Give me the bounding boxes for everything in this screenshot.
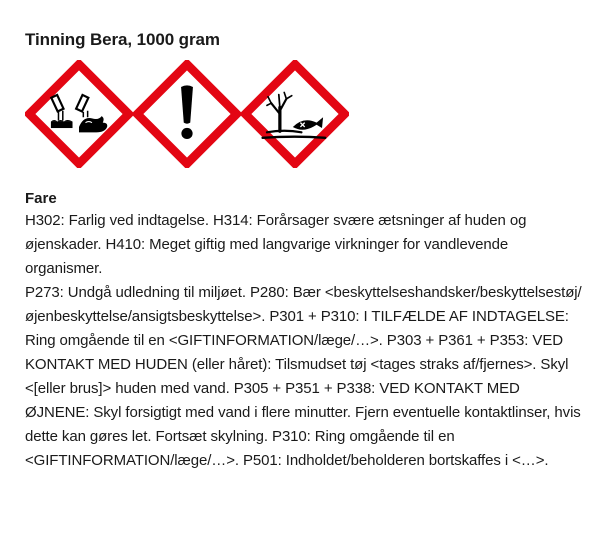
- signal-word: Fare: [25, 190, 57, 207]
- safety-label: [25, 28, 585, 473]
- ghs07-exclamation-mark-icon: [133, 60, 241, 168]
- ghs05-corrosive-icon: [25, 60, 133, 168]
- product-title: Tinning Bera, 1000 gram: [25, 30, 220, 49]
- precautionary-statements: P273: Undgå udledning til miljøet. P280: Bær <beskyttelseshandsker/beskyttelsestøj/ øjenbeskyttelse/ansigtsbeskyttelse>. P301 + P310: I TILFÆLDE AF INDTAGELSE: Ring omgående til en <GIFTINFORMATION/læge/…>. P303 + P361 + P353: VED KONTAKT MED HUDEN (eller håret): Tilsmudset tøj <tages straks af/fjernes>. Skyl <[eller brus]> huden med vand. P305 + P351 + P338: VED KONTAKT MED ØJNENE: Skyl forsigtigt med vand i flere minutter. Fjern eventuelle kontaktlinser, hvis dette kan gøres let. Fortsæt skylning. P310: Ring omgående til en <GIFTINFORMATION/læge/…>. P501: Indholdet/beholderen bortskaffes i <…>.: [25, 284, 582, 469]
- ghs09-environment-icon: [241, 60, 349, 168]
- hazard-statements: H302: Farlig ved indtagelse. H314: Forårsager svære ætsninger af huden og øjenskader. H410: Meget giftig med langvarige virkninger for vandlevende organismer.: [25, 212, 527, 277]
- ghs-pictograms: [25, 60, 585, 168]
